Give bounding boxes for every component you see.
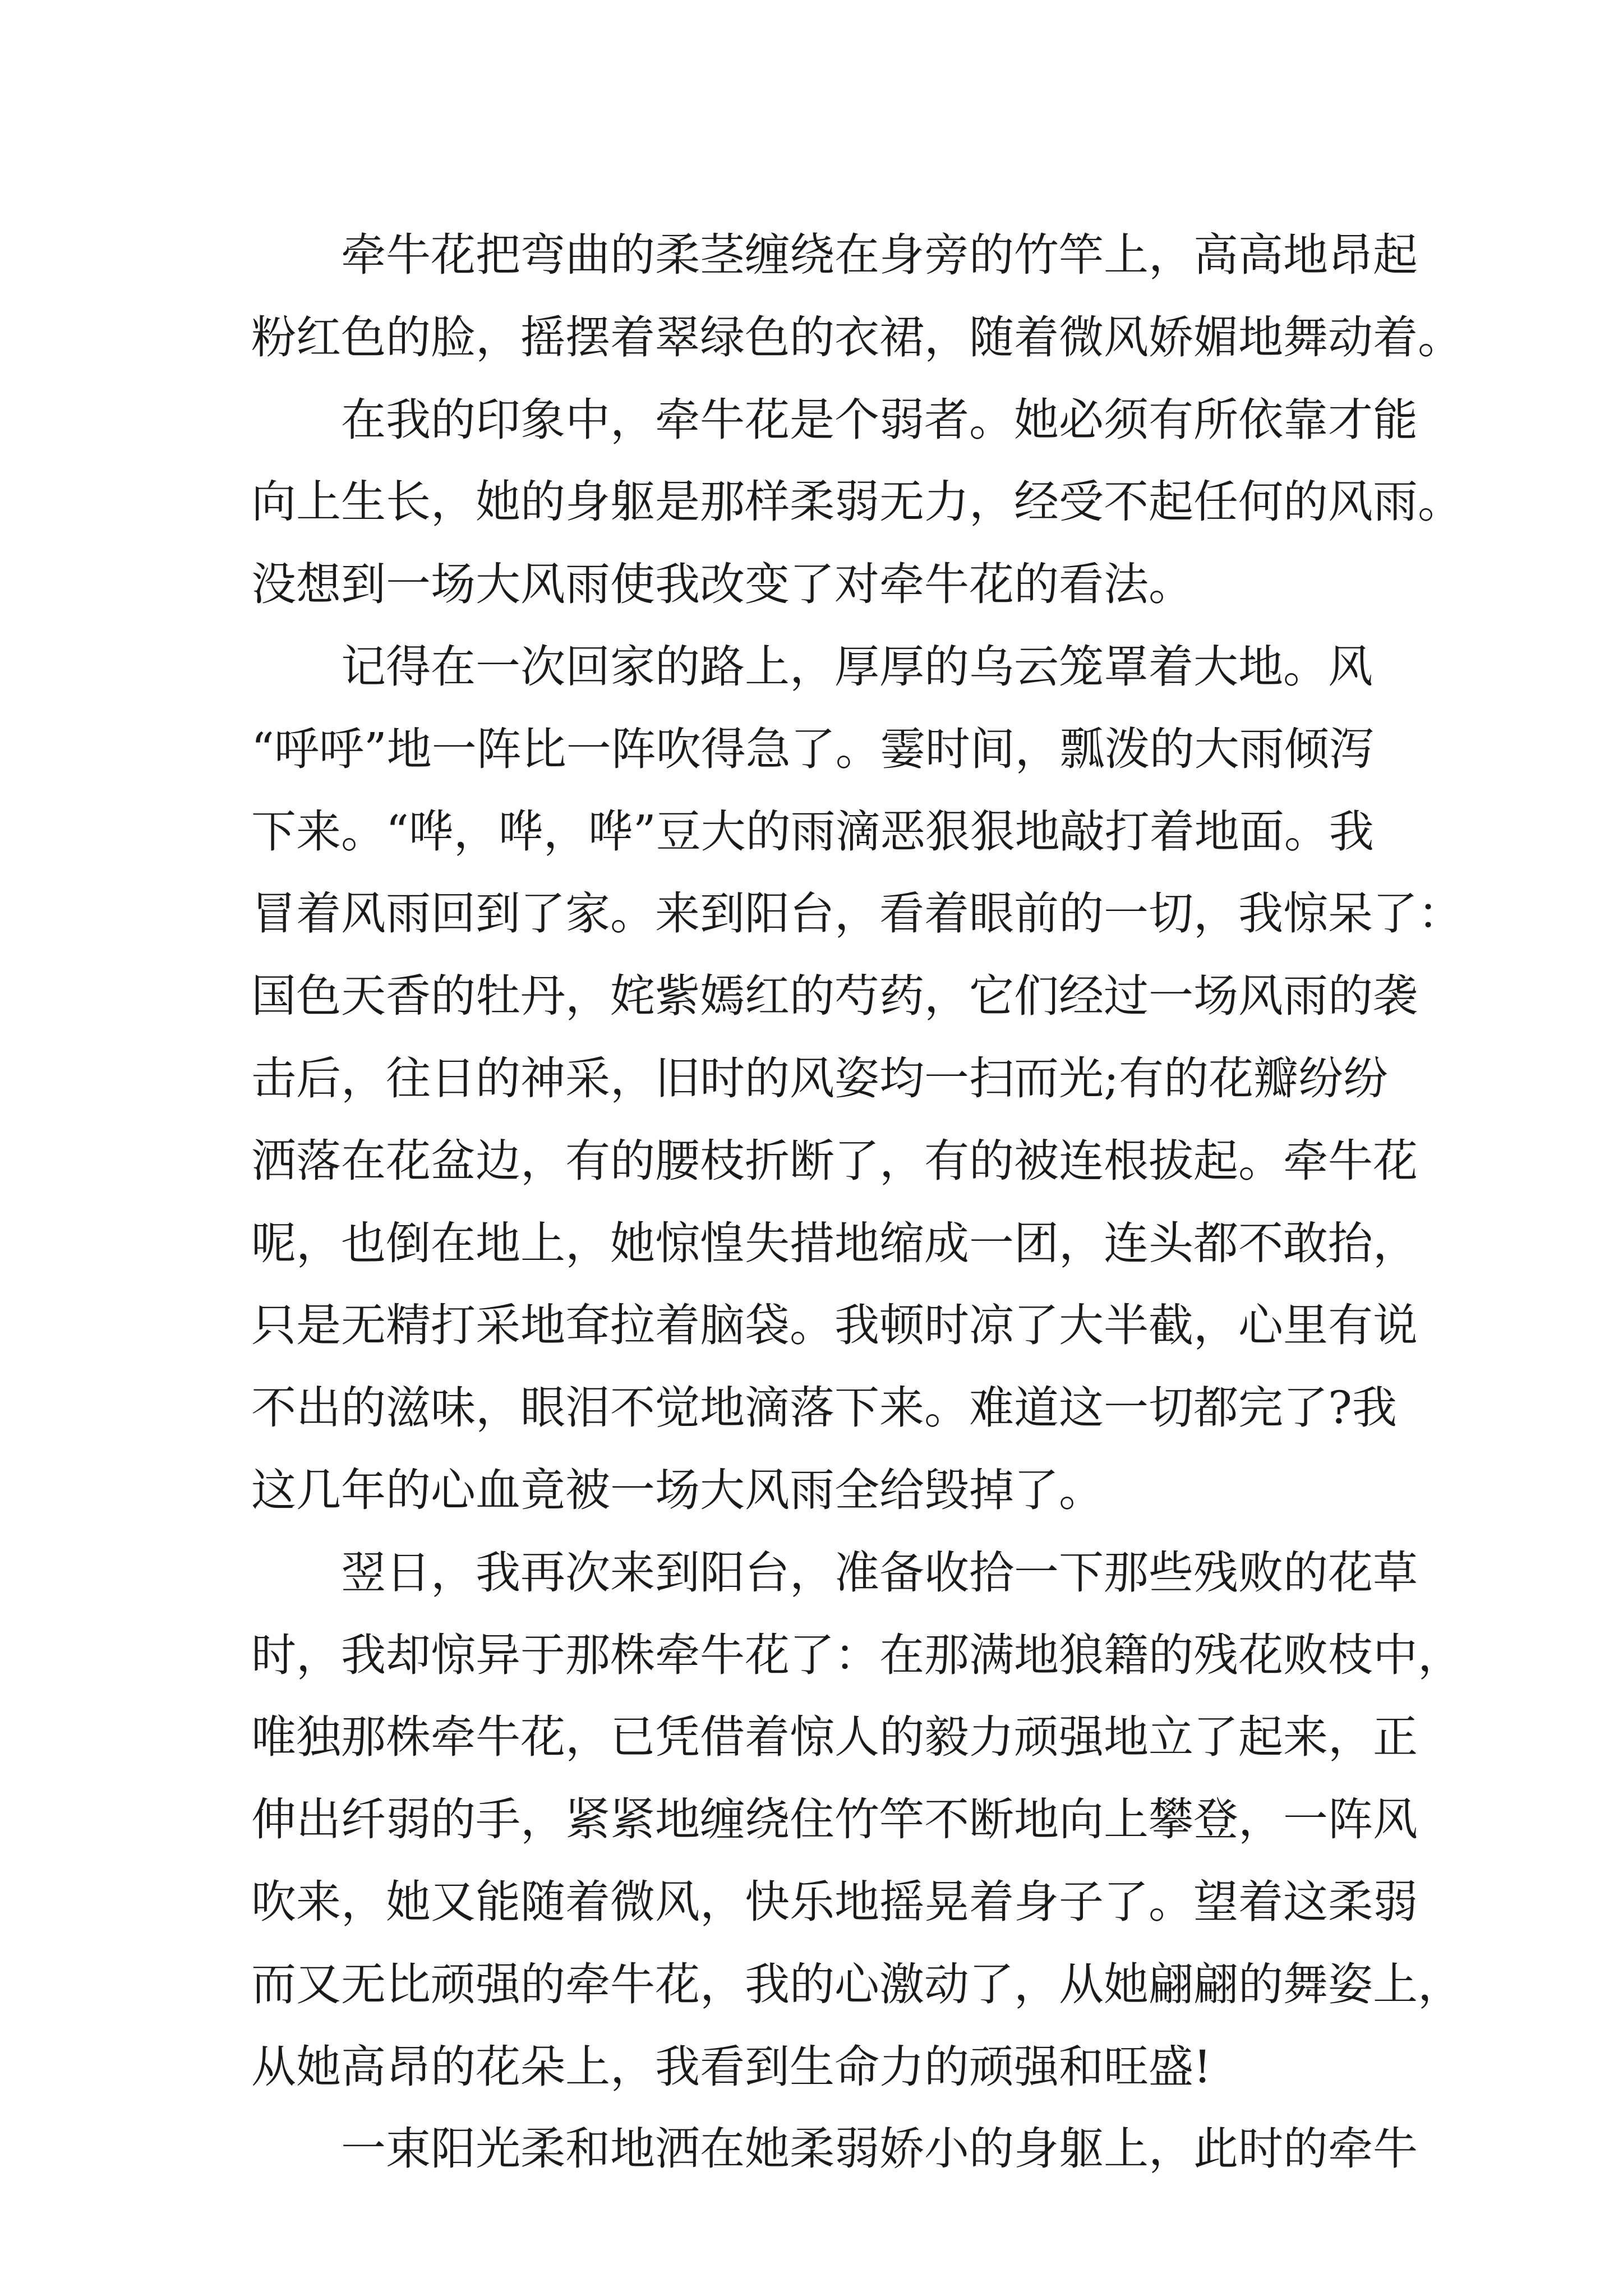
text-line: “呼呼”地一阵比一阵吹得急了。霎时间，瓢泼的大雨倾泻 <box>251 723 1374 775</box>
text-line: 粉红色的脸，摇摆着翠绿色的衣裙，随着微风娇媚地舞动着。 <box>251 311 1463 364</box>
text-line: 一束阳光柔和地洒在她柔弱娇小的身躯上，此时的牵牛 <box>341 2123 1418 2175</box>
text-line: 而又无比顽强的牵牛花，我的心激动了，从她翩翩的舞姿上， <box>251 1958 1463 2010</box>
text-line: 牵牛花把弯曲的柔茎缠绕在身旁的竹竿上，高高地昂起 <box>341 229 1418 281</box>
text-line: 冒着风雨回到了家。来到阳台，看着眼前的一切，我惊呆了： <box>251 887 1463 940</box>
text-line: 洒落在花盆边，有的腰枝折断了，有的被连根拔起。牵牛花 <box>251 1134 1418 1187</box>
text-line: 从她高昂的花朵上，我看到生命力的顽强和旺盛! <box>251 2040 1212 2093</box>
text-line: 国色天香的牡丹，姹紫嫣红的芍药，它们经过一场风雨的袭 <box>251 970 1418 1023</box>
text-line: 时，我却惊异于那株牵牛花了：在那满地狼籍的残花败枝中， <box>251 1628 1463 1681</box>
text-line: 唯独那株牵牛花，已凭借着惊人的毅力顽强地立了起来，正 <box>251 1711 1418 1764</box>
text-line: 向上生长，她的身躯是那样柔弱无力，经受不起任何的风雨。 <box>251 476 1463 528</box>
text-line: 在我的印象中，牵牛花是个弱者。她必须有所依靠才能 <box>341 393 1418 446</box>
text-line: 下来。“哗，哗，哗”豆大的雨滴恶狠狠地敲打着地面。我 <box>251 805 1374 858</box>
text-line: 这几年的心血竟被一场大风雨全给毁掉了。 <box>251 1464 1104 1516</box>
text-line: 翌日，我再次来到阳台，准备收拾一下那些残败的花草 <box>341 1546 1418 1599</box>
text-line: 没想到一场大风雨使我改变了对牵牛花的看法。 <box>251 558 1193 611</box>
text-line: 呢，也倒在地上，她惊惶失措地缩成一团，连头都不敢抬， <box>251 1217 1418 1269</box>
text-line: 只是无精打采地耷拉着脑袋。我顿时凉了大半截，心里有说 <box>251 1299 1418 1352</box>
text-line: 记得在一次回家的路上，厚厚的乌云笼罩着大地。风 <box>341 640 1373 693</box>
text-line: 吹来，她又能随着微风，快乐地摇晃着身子了。望着这柔弱 <box>251 1875 1418 1928</box>
essay-body <box>251 214 1463 2191</box>
text-line: 伸出纤弱的手，紧紧地缠绕住竹竿不断地向上攀登，一阵风 <box>251 1793 1418 1846</box>
text-line: 击后，往日的神采，旧时的风姿均一扫而光;有的花瓣纷纷 <box>251 1052 1388 1105</box>
text-line: 不出的滋味，眼泪不觉地滴落下来。难道这一切都完了?我 <box>251 1382 1397 1434</box>
